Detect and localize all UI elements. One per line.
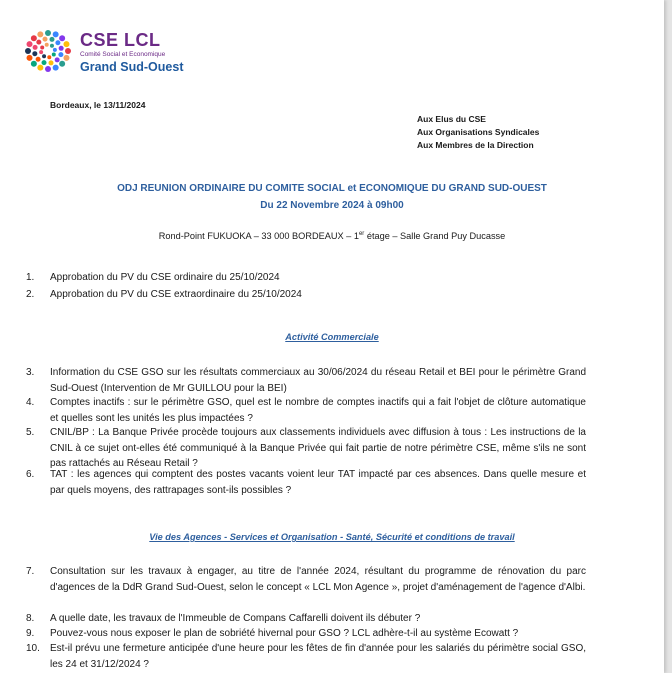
logo-figure <box>55 57 60 62</box>
logo-figure <box>52 53 56 57</box>
logo-figure <box>40 45 44 49</box>
logo-figure <box>42 60 47 65</box>
agenda-item: 3. Information du CSE GSO sur les résultats commerciaux au 30/06/2024 du réseau Retail et BEI pour le périmètre Grand Sud-Ouest (Intervention de Mr GUILLOU pour la BEI) <box>26 367 586 394</box>
brand-title: CSE LCL <box>80 30 161 50</box>
agenda-item: 2. Approbation du PV du CSE extraordinaire du 25/10/2024 <box>26 289 302 300</box>
date-line: Bordeaux, le 13/11/2024 <box>50 100 146 110</box>
logo-figure <box>27 41 33 47</box>
logo-figure <box>32 51 37 56</box>
logo-figure <box>63 41 69 47</box>
logo-figure <box>55 40 60 45</box>
agenda-item: 10. Est-il prévu une fermeture anticipée d'une heure pour les fêtes de fin d'année pour les salariés du périmètre social GSO, les 24 et 31/12/2024 ? <box>26 643 586 670</box>
logo-figure <box>65 48 71 54</box>
logo-figure <box>43 37 48 42</box>
agenda-item: 7. Consultation sur les travaux à engager, au titre de l'année 2024, résultant du programme de rénovation du parc d'agences de la DdR Grand Sud-Ouest, selon le concept « LCL Mon Agence », projet d'aménagement de l'agence d'Albi. <box>26 566 586 593</box>
logo-figure <box>25 48 31 54</box>
brand-subtitle: Comité Social et Economique <box>80 51 166 58</box>
logo-figure <box>49 37 54 42</box>
logo-figure <box>63 55 69 61</box>
logo-figure <box>36 57 41 62</box>
brand-block <box>80 30 183 75</box>
recipient-line: Aux Organisations Syndicales <box>417 127 540 137</box>
people-circle-logo-icon <box>20 26 76 76</box>
meeting-location: Rond-Point FUKUOKA – 33 000 BORDEAUX – 1er étage – Salle Grand Puy Ducasse <box>158 231 506 242</box>
logo-figure <box>31 61 37 67</box>
agenda-item: 6. TAT : les agences qui comptent des postes vacants voient leur TAT impacté par ces absences. Dans quelle mesure et par quels moyens, des rattrapages sont-ils possibles ? <box>26 469 586 496</box>
logo-figure <box>39 50 43 54</box>
agenda-item: 9. Pouvez-vous nous exposer le plan de sobriété hivernal pour GSO ? LCL adhère-t-il au système Ecowatt ? <box>26 628 519 639</box>
recipient-line: Aux Membres de la Direction <box>417 140 534 150</box>
logo-figure <box>33 45 38 50</box>
agenda-item: 8. A quelle date, les travaux de l'Immeuble de Compans Caffarelli doivent ils débuter ? <box>26 613 421 624</box>
logo-figure <box>58 52 63 57</box>
logo-figure <box>53 48 57 52</box>
logo-figure <box>45 43 49 47</box>
meeting-date: Du 22 Novembre 2024 à 09h00 <box>260 200 404 211</box>
logo-figure <box>45 30 51 36</box>
logo-figure <box>36 40 41 45</box>
agenda-item: 5. CNIL/BP : La Banque Privée procède toujours aux classements individuels avec diffusion à tous : Les instructions de la CNIL à ce sujet ont-elles été communiqué à la Banque Privée qui fait partie de notre périmètre CSE, même s'ils ne sont pas rattachés au Réseau Retail ? <box>26 427 586 469</box>
logo-figure <box>47 55 51 59</box>
logo-figure <box>59 46 64 51</box>
agenda-item: 4. Comptes inactifs : sur le périmètre GSO, quel est le nombre de comptes inactifs qui a fait l'objet de clôture automatique et quelles sont les unités les plus impactées ? <box>26 397 586 424</box>
logo-figure <box>53 65 59 71</box>
logo-figure <box>37 31 43 37</box>
logo-figure <box>53 31 59 37</box>
section-heading: Vie des Agences - Services et Organisation - Santé, Sécurité et conditions de travail <box>149 532 515 542</box>
logo-figure <box>42 54 46 58</box>
logo-figure <box>37 65 43 71</box>
logo-figure <box>50 44 54 48</box>
logo-figure <box>59 35 65 41</box>
recipient-line: Aux Elus du CSE <box>417 114 486 124</box>
meeting-title: ODJ REUNION ORDINAIRE DU COMITE SOCIAL et ECONOMIQUE DU GRAND SUD-OUEST <box>117 183 547 194</box>
logo-figure <box>31 35 37 41</box>
logo-figure <box>48 60 53 65</box>
logo-figure <box>27 55 33 61</box>
brand-region: Grand Sud-Ouest <box>80 60 184 74</box>
agenda-item: 1. Approbation du PV du CSE ordinaire du 25/10/2024 <box>26 272 280 283</box>
logo-figure <box>59 61 65 67</box>
logo-figure <box>45 66 51 72</box>
section-heading: Activité Commerciale <box>285 332 379 342</box>
recipients-block <box>417 113 539 152</box>
